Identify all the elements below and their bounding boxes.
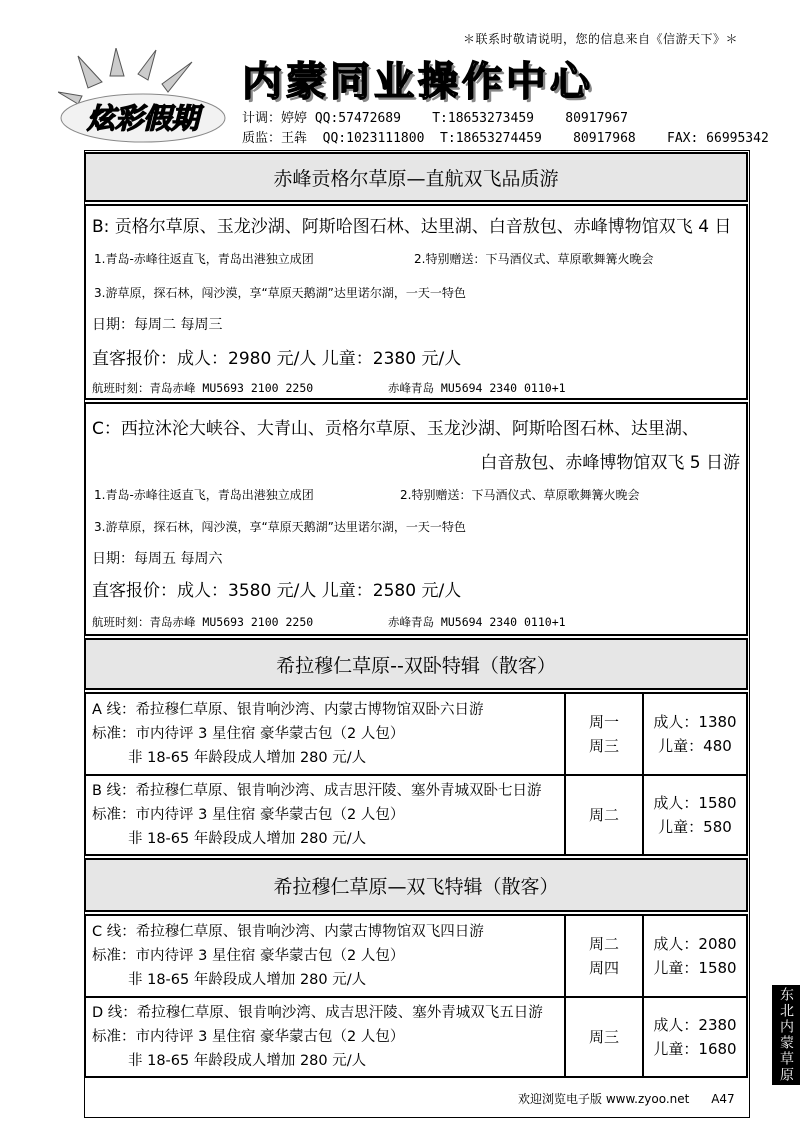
route-b-title: B: 贡格尔草原、玉龙沙湖、阿斯哈图石林、达里湖、白音敖包、赤峰博物馆双飞 4 日 (92, 217, 732, 237)
route-b-flight-back: 赤峰青岛 MU5694 2340 0110+1 (388, 381, 566, 395)
child-price: 儿童：580 (658, 818, 732, 836)
section3-heading (84, 858, 748, 912)
adult-price: 成人：2080 (653, 935, 737, 953)
table-row (85, 693, 747, 775)
adult-price: 成人：1380 (653, 713, 737, 731)
route-c-price: 直客报价：成人：3580 元/人 儿童：2580 元/人 (92, 581, 462, 601)
page-title: 内蒙同业操作中心 (242, 59, 594, 105)
route-b-flight-out: 航班时刻：青岛赤峰 MU5693 2100 2250 (92, 381, 314, 395)
route-c-item1: 1.青岛-赤峰往返直飞，青岛出港独立成团 (94, 488, 314, 502)
route-text: A 线：希拉穆仁草原、银肯响沙湾、内蒙古博物馆双卧六日游 (92, 702, 484, 718)
page-number: A47 (711, 1092, 735, 1106)
day-text: 周二 (588, 935, 619, 953)
route-c-box (84, 402, 748, 636)
route-c-dates: 日期：每周五 每周六 (92, 551, 223, 567)
route-cell (85, 693, 565, 775)
route-b-item3: 3.游草原，探石林，闯沙漠，享“草原天鹅湖”达里诺尔湖，一天一特色 (94, 286, 466, 300)
route-b-dates: 日期：每周二 每周三 (92, 317, 223, 333)
section3-heading-text: 希拉穆仁草原—双飞特辑（散客） (273, 875, 559, 898)
route-c-flight-back: 赤峰青岛 MU5694 2340 0110+1 (388, 615, 566, 629)
route-c-flight-out: 航班时刻：青岛赤峰 MU5693 2100 2250 (92, 615, 314, 629)
child-price: 儿童：480 (658, 737, 732, 755)
route-note: 非 18-65 年龄段成人增加 280 元/人 (128, 750, 367, 766)
route-standard: 标准：市内待评 3 星住宿 豪华蒙古包（2 人包） (92, 948, 405, 964)
day-cell (565, 693, 643, 775)
table-row (85, 997, 747, 1077)
table-row (85, 775, 747, 855)
footer (518, 1090, 735, 1107)
section2-heading (84, 638, 748, 690)
side-tab: 东北内蒙草原 (772, 985, 800, 1085)
day-cell (565, 775, 643, 855)
brand-logo (58, 48, 228, 144)
route-note: 非 18-65 年龄段成人增加 280 元/人 (128, 831, 367, 847)
route-cell (85, 997, 565, 1077)
source-note: ＊联系时敬请说明，您的信息来自《信游天下》＊ (462, 32, 738, 46)
route-text: B 线：希拉穆仁草原、银肯响沙湾、成吉思汗陵、塞外青城双卧七日游 (92, 783, 542, 799)
adult-price: 成人：1580 (653, 794, 737, 812)
price-cell (643, 915, 747, 997)
route-standard: 标准：市内待评 3 星住宿 豪华蒙古包（2 人包） (92, 1029, 405, 1045)
route-b-item1: 1.青岛-赤峰往返直飞，青岛出港独立成团 (94, 252, 314, 266)
route-note: 非 18-65 年龄段成人增加 280 元/人 (128, 972, 367, 988)
contact-line-1: 计调：婷婷 QQ:57472689 T:18653273459 80917967 (242, 111, 628, 126)
route-note: 非 18-65 年龄段成人增加 280 元/人 (128, 1053, 367, 1069)
route-c-title-line2: 白音敖包、赤峰博物馆双飞 5 日游 (480, 453, 740, 473)
route-b-price: 直客报价：成人：2980 元/人 儿童：2380 元/人 (92, 349, 462, 369)
day-cell (565, 997, 643, 1077)
logo-text: 炫彩假期 (86, 102, 200, 135)
route-cell (85, 775, 565, 855)
route-text: D 线：希拉穆仁草原、银肯响沙湾、成吉思汗陵、塞外青城双飞五日游 (92, 1005, 543, 1021)
day-text: 周一 (588, 713, 619, 731)
adult-price: 成人：2380 (653, 1016, 737, 1034)
section3-table (84, 914, 748, 1078)
route-standard: 标准：市内待评 3 星住宿 豪华蒙古包（2 人包） (92, 807, 405, 823)
day-text: 周二 (588, 806, 619, 824)
table-row (85, 915, 747, 997)
route-b-item2: 2.特别赠送：下马酒仪式、草原歌舞篝火晚会 (414, 252, 654, 266)
route-b-box (84, 204, 748, 400)
route-cell (85, 915, 565, 997)
day-text: 周三 (588, 737, 619, 755)
section2-heading-text: 希拉穆仁草原--双卧特辑（散客） (276, 654, 556, 677)
section2-table (84, 692, 748, 856)
contact-line-2: 质监：王犇 QQ:1023111800 T:18653274459 80917968 FAX: 66995342 (242, 131, 769, 146)
route-standard: 标准：市内待评 3 星住宿 豪华蒙古包（2 人包） (92, 726, 405, 742)
route-c-item2: 2.特别赠送：下马酒仪式、草原歌舞篝火晚会 (400, 488, 640, 502)
price-cell (643, 693, 747, 775)
price-cell (643, 997, 747, 1077)
footer-site: 电子版 www.zyoo.net (566, 1092, 690, 1106)
section1-heading-text: 赤峰贡格尔草原—直航双飞品质游 (273, 167, 559, 190)
day-text: 周三 (588, 1028, 619, 1046)
route-c-item3: 3.游草原，探石林，闯沙漠，享“草原天鹅湖”达里诺尔湖，一天一特色 (94, 520, 466, 534)
price-cell (643, 775, 747, 855)
route-text: C 线：希拉穆仁草原、银肯响沙湾、内蒙古博物馆双飞四日游 (92, 924, 484, 940)
day-text: 周四 (588, 959, 619, 977)
route-c-title-line1: C：西拉沐沦大峡谷、大青山、贡格尔草原、玉龙沙湖、阿斯哈图石林、达里湖、 (92, 419, 699, 439)
day-cell (565, 915, 643, 997)
section1-heading (84, 152, 748, 202)
footer-welcome: 欢迎浏览 (518, 1092, 567, 1106)
child-price: 儿童：1680 (653, 1040, 737, 1058)
child-price: 儿童：1580 (653, 959, 737, 977)
